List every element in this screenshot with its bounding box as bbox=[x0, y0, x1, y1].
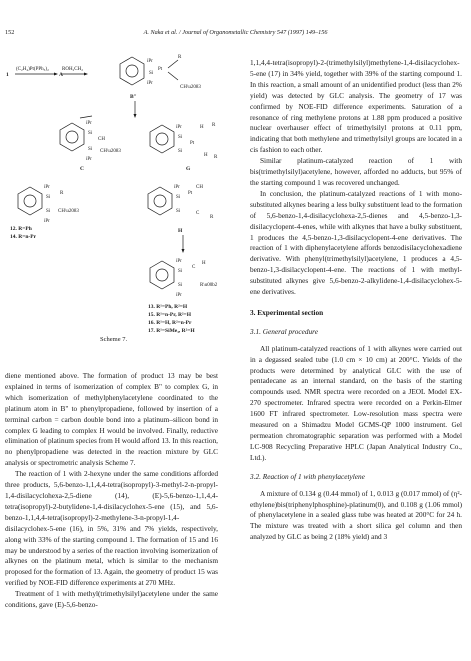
label-H: H bbox=[178, 228, 183, 234]
svg-text:CH: CH bbox=[196, 185, 203, 190]
svg-text:H: H bbox=[200, 125, 204, 130]
product-13-17-structure bbox=[148, 259, 218, 334]
right-paragraph-4: All platinum-catalyzed reactions of 1 with alkynes were carried out in a degassed sealed tube (1.0 cm × 10 cm) at 200°C. Yields of the products were determined by analytical GLC with the use of pentadecane as an internal standard, on the basis of the starting compounds used. NMR spectra were recorded on a JEOL Model EX-270 spectrometer. Infrared spectra were recorded on a Perkin-Elmer 1600 FT infrared spectrometer. Low-resolution mass spectra were measured on a Shimadzu Model GCMS-QP 1000 instrument. Gel permeation chromatographic separation was performed with a Model LC-908 Recycling Preparative HPLC (Japan Analytical Industry Co., Ltd.). bbox=[250, 343, 462, 462]
right-paragraph-2: Similar platinum-catalyzed reaction of 1 with bis(trimethylsilyl)acetylene, however, afforded no adducts, but 95% of the starting compound 1 was recovered unchanged. bbox=[250, 156, 462, 187]
section-title: 3. Experimental section bbox=[250, 307, 324, 317]
svg-text:R\u00b2: R\u00b2 bbox=[200, 283, 218, 288]
reagent-label-2: ROH₂CH₂ bbox=[62, 67, 83, 72]
svg-text:R: R bbox=[178, 55, 182, 60]
label-1: 1 bbox=[6, 72, 9, 78]
svg-text:R: R bbox=[60, 191, 64, 196]
label-p15: 15. R¹=n-Pr, R²=H bbox=[148, 312, 191, 318]
svg-text:H: H bbox=[202, 261, 206, 266]
subsection-title-general: 3.1. General procedure bbox=[250, 326, 318, 336]
svg-text:Si: Si bbox=[176, 209, 181, 214]
svg-text:Pt: Pt bbox=[158, 67, 163, 72]
running-title: A. Naka et al. / Journal of Organometallic Chemistry 547 (1997) 149–156 bbox=[143, 29, 328, 36]
svg-text:iPr: iPr bbox=[86, 121, 92, 126]
svg-text:CH\u2083: CH\u2083 bbox=[100, 149, 121, 154]
subsection-title-reaction: 3.2. Reaction of 1 with phenylacetylene bbox=[250, 471, 365, 481]
svg-text:C: C bbox=[192, 265, 196, 270]
svg-text:Si: Si bbox=[88, 147, 93, 152]
label-C: C bbox=[80, 166, 84, 172]
svg-text:iPr: iPr bbox=[176, 293, 182, 298]
label-B: B" bbox=[130, 94, 137, 100]
svg-text:Si: Si bbox=[178, 283, 183, 288]
svg-text:iPr: iPr bbox=[176, 125, 182, 130]
svg-text:CH\u2083: CH\u2083 bbox=[180, 85, 201, 90]
right-paragraph-3: In conclusion, the platinum-catalyzed reactions of 1 with mono-substituted alkynes bearing a less bulky substituent lead to the formation of 5,6-benzo-1,4-disilacyclohexa-2,5-dienes and 4,5-benzo-1,3-disilacyclopent-4-enes, while with alkynes that have a bulky substituent, 1 produces the 4,5-benzo-1,3-disilacyclopent-4-ene derivatives. The reaction of 1 with diphenylacetylene affords benzodisilacyclohexadiene derivative. With phenyl(trimethylsilyl)acetylene, 1 produces a 4,5-benzo-1,3-disilacyclopent-4-ene. The reactions of 1 with methyl-substituted alkynes give 5,6-benzo-2-alkylidene-1,4-disilacyclohex-5-ene derivatives. bbox=[250, 188, 462, 297]
scheme-drawing bbox=[0, 46, 245, 364]
svg-text:iPr: iPr bbox=[44, 219, 50, 224]
svg-text:Si: Si bbox=[88, 131, 93, 136]
complex-c-structure bbox=[60, 121, 121, 172]
product-12-14-structure bbox=[10, 185, 79, 240]
right-paragraph-1: 1,1,4,4-tetra(isopropyl)-2-(trimethylsilyl)methylene-1,4-disilacyclohex-5-ene (17) in 34% yield, together with 39% of the starting compound 1. In this reaction, a small amount of an unidentified product (less than 2% yield) was detected by GLC analysis. The geometry of 17 was confirmed by NOE-FID difference experiments. Saturation of a resonance of ring methylene protons at 1.88 ppm produced a positive nuclear overhauser effect of trimethylsilyl protons at 0.11 ppm, indicating that both methylene and trimethylsilyl groups are located in a cis fashion to each other. bbox=[250, 58, 462, 155]
right-paragraph-5: A mixture of 0.134 g (0.44 mmol) of 1, 0.013 g (0.017 mmol) of (η²-ethylene)bis(triphenylphosphine)-platinum(0), and 0.108 g (1.06 mmol) of phenylacetylene in a sealed glass tube was heated at 200°C for 24 h. The mixture was treated with a short silica gel column and then analyzed by GLC as being 2 (18% yield) and 3 bbox=[250, 488, 462, 542]
svg-text:CH: CH bbox=[98, 137, 105, 142]
svg-text:R: R bbox=[214, 155, 218, 160]
label-p14: 14. R=n-Pr bbox=[10, 234, 37, 240]
svg-text:iPr: iPr bbox=[147, 81, 153, 86]
scheme-caption: Scheme 7. bbox=[100, 336, 128, 343]
svg-text:Si: Si bbox=[149, 71, 154, 76]
label-p17: 17. R¹=SiMe₃, R²=H bbox=[148, 328, 195, 334]
label-G: G bbox=[186, 166, 191, 172]
left-column bbox=[5, 371, 218, 611]
complex-h-structure bbox=[148, 185, 214, 234]
svg-text:Si: Si bbox=[46, 195, 51, 200]
svg-text:Si: Si bbox=[178, 135, 183, 140]
svg-text:iPr: iPr bbox=[44, 185, 50, 190]
label-A: A bbox=[59, 72, 63, 78]
svg-text:iPr: iPr bbox=[86, 157, 92, 162]
scheme-figure bbox=[0, 46, 245, 364]
label-p16: 16. R¹=H, R²=n-Pr bbox=[148, 320, 192, 326]
svg-text:Pt: Pt bbox=[188, 191, 193, 196]
svg-text:C: C bbox=[196, 211, 200, 216]
label-p13: 13. R¹=Ph, R²=H bbox=[148, 304, 188, 310]
svg-text:H: H bbox=[204, 153, 208, 158]
left-paragraph-2: The reaction of 1 with 2-hexyne under the same conditions afforded three products, 5,6-benzo-1,1,4,4-tetra(isopropyl)-3-methyl-2-n-propyl-1,4-disilacyclohexa-2,5-diene (14), (E)-5,6-benzo-1,1,4,4-tetra(isopropyl)-2-butylidene-1,4-disilacyclohex-5-ene (15), and 5,6-benzo-1,1,4,4-tetra(isopropyl)-2-methylene-3-n-propyl-1,4-disilacyclohex-5-ene (16), in 5%, 31% and 7% yields, respectively, along with 33% of the starting compound 1. The formation of 15 and 16 may be understood by a series of the reaction involving isomerization of alkynes on the platinum metal, which is similar to the mechanism proposed for the formation of 13. Again, the geometry of product 15 was verified by NOE-FID difference experiments at 270 MHz. bbox=[5, 469, 218, 588]
page-number: 152 bbox=[5, 29, 15, 36]
svg-text:Pt: Pt bbox=[190, 141, 195, 146]
svg-text:iPr: iPr bbox=[174, 185, 180, 190]
svg-text:R: R bbox=[212, 123, 216, 128]
svg-text:iPr: iPr bbox=[147, 59, 153, 64]
complex-b-structure bbox=[120, 55, 201, 100]
left-paragraph-1: diene mentioned above. The formation of product 13 may be best explained in terms of isomerization of complex B" to complex G, in which isomerization of methylphenylacetylene coordinated to the platinum atom in B" to phenylpropadiene, followed by insertion of a terminal carbon = carbon double bond into a platinum–silicon bond in complex G leading to complex H would be involved. Finally, reductive elimination of platinum species from H would afford 13. In this reaction, no phenylpropadiene was detected in the reaction mixture by GLC analysis or spectrometric analysis Scheme 7. bbox=[5, 371, 218, 468]
svg-text:Si: Si bbox=[178, 269, 183, 274]
svg-text:CH\u2083: CH\u2083 bbox=[58, 209, 79, 214]
svg-text:Si: Si bbox=[176, 195, 181, 200]
svg-text:iPr: iPr bbox=[176, 259, 182, 264]
reagent-label: (C₂H₄)Pt(PPh₃)₂ bbox=[16, 67, 49, 72]
label-p12: 12. R=Ph bbox=[10, 226, 32, 232]
right-column bbox=[250, 58, 462, 543]
svg-text:Si: Si bbox=[46, 209, 51, 214]
svg-text:R: R bbox=[210, 215, 214, 220]
complex-g-structure bbox=[150, 123, 218, 172]
left-paragraph-3: Treatment of 1 with methyl(trimethylsilyl)acetylene under the same conditions, gave (E)-5,6-benzo- bbox=[5, 589, 218, 610]
svg-text:Si: Si bbox=[178, 149, 183, 154]
